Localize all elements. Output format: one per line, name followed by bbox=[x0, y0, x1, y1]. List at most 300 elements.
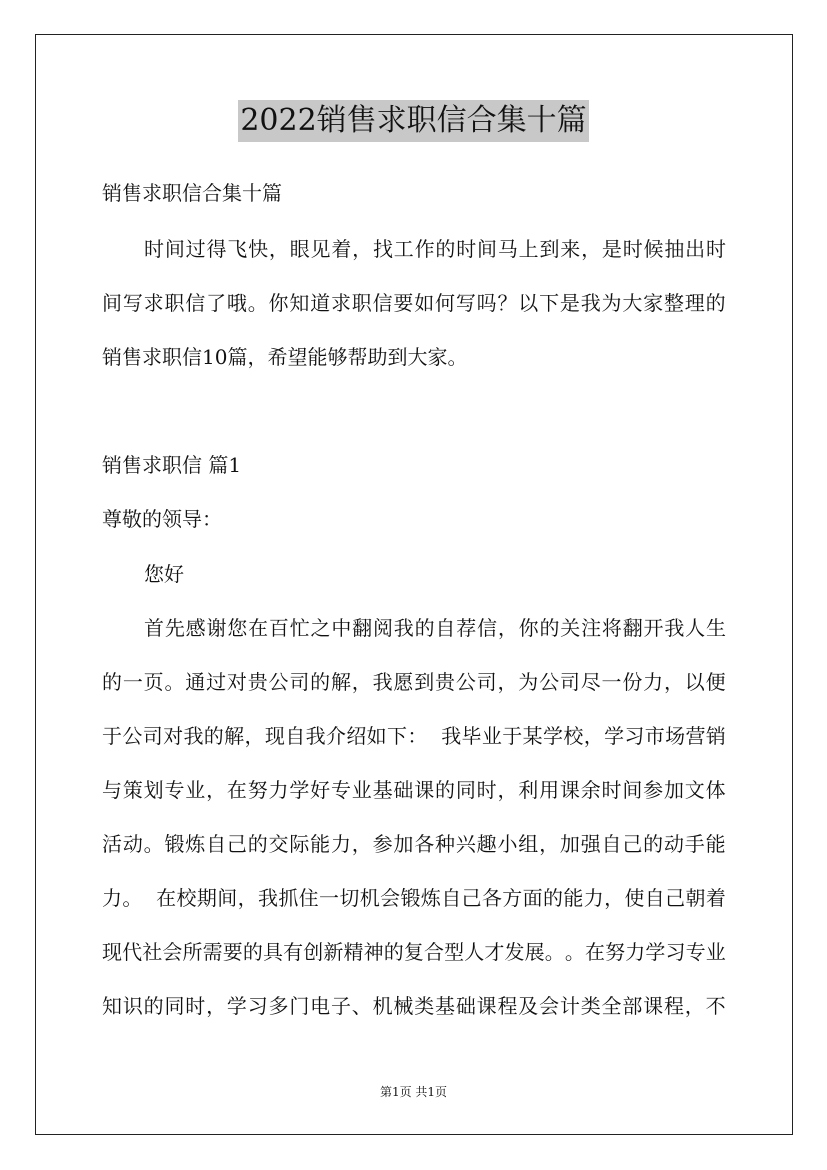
text-char: 份 bbox=[622, 670, 643, 694]
text-char: 道 bbox=[310, 291, 331, 315]
text-char: 同 bbox=[164, 994, 185, 1018]
text-char: 销 bbox=[705, 724, 726, 748]
text-char: 忙 bbox=[289, 616, 310, 640]
text-char: 的 bbox=[643, 832, 664, 856]
page-footer: 第1页 共1页 bbox=[379, 1085, 448, 1099]
text-char: 及 bbox=[518, 994, 539, 1018]
text-char: 会 bbox=[380, 886, 401, 910]
text-char: 来 bbox=[560, 237, 581, 261]
text-char: ， bbox=[497, 616, 518, 640]
text-char: 了 bbox=[206, 291, 227, 315]
text-char: 精 bbox=[343, 940, 364, 964]
text-char: 写 bbox=[122, 291, 143, 315]
text-char: 我 bbox=[257, 886, 278, 910]
text-char: 你 bbox=[518, 616, 539, 640]
text-char: 眼 bbox=[289, 237, 310, 261]
text-char: 求 bbox=[330, 291, 351, 315]
text-char: ， bbox=[268, 237, 289, 261]
text-char: 自 bbox=[206, 832, 227, 856]
text-char: 介 bbox=[325, 724, 346, 748]
text-char: 公 bbox=[268, 670, 289, 694]
text-char: 哦 bbox=[226, 291, 247, 315]
text-char: 于 bbox=[102, 724, 122, 748]
text-char: 加 bbox=[393, 832, 414, 856]
text-char: 展 bbox=[524, 940, 545, 964]
text-char: 页 bbox=[143, 670, 164, 694]
text-char bbox=[428, 722, 434, 750]
text-char: 要 bbox=[222, 940, 243, 964]
text-char: 作 bbox=[414, 237, 435, 261]
text-char: 时 bbox=[705, 237, 726, 261]
text-char: 子 bbox=[330, 994, 351, 1018]
text-char: 能 bbox=[310, 832, 331, 856]
text-char: 社 bbox=[142, 940, 163, 964]
text-char: 一 bbox=[122, 670, 143, 694]
text-char: 解 bbox=[330, 670, 351, 694]
text-char: 职 bbox=[351, 291, 372, 315]
text-char: 。 bbox=[564, 940, 585, 964]
text-char: 家 bbox=[643, 291, 664, 315]
text-char: 业 bbox=[705, 940, 726, 964]
text-char: 努 bbox=[605, 940, 626, 964]
text-char: 营 bbox=[685, 724, 706, 748]
text-char: 间 bbox=[164, 237, 185, 261]
text-char: 自 bbox=[601, 832, 622, 856]
text-char: 信 bbox=[185, 291, 206, 315]
text-char: 动 bbox=[663, 832, 684, 856]
text-char: 加 bbox=[559, 832, 580, 856]
text-char: 习 bbox=[247, 994, 268, 1018]
text-char: ， bbox=[351, 670, 372, 694]
text-char: 课 bbox=[559, 778, 580, 802]
text-char: 切 bbox=[339, 886, 360, 910]
text-char: 时 bbox=[601, 778, 622, 802]
text-char: 合 bbox=[424, 940, 444, 964]
text-char: 余 bbox=[580, 778, 601, 802]
text-char: 有 bbox=[283, 940, 304, 964]
text-char: 程 bbox=[497, 994, 518, 1018]
text-char: 课 bbox=[643, 994, 664, 1018]
text-char: 用 bbox=[539, 778, 560, 802]
text-char: 时 bbox=[185, 994, 206, 1018]
text-char: 时 bbox=[456, 237, 477, 261]
text-char: 专 bbox=[164, 778, 185, 802]
text-char: 自 bbox=[441, 886, 462, 910]
text-char: 专 bbox=[330, 778, 351, 802]
text-char: 毕 bbox=[461, 724, 482, 748]
text-char: ， bbox=[244, 724, 265, 748]
text-char: 方 bbox=[502, 886, 523, 910]
text-char: 复 bbox=[403, 940, 424, 964]
text-char: 学 bbox=[542, 724, 563, 748]
text-char: ， bbox=[497, 778, 518, 802]
text-char: 己 bbox=[461, 886, 482, 910]
text-char: 业 bbox=[351, 778, 372, 802]
text-char: 我 bbox=[580, 291, 601, 315]
text-char: 感 bbox=[185, 616, 206, 640]
text-char: 司 bbox=[289, 670, 310, 694]
body-line-3 bbox=[102, 722, 726, 750]
text-char: 础 bbox=[393, 778, 414, 802]
text-char: 基 bbox=[435, 994, 455, 1018]
text-char: 到 bbox=[414, 670, 435, 694]
text-char: 上 bbox=[518, 237, 539, 261]
body-line-8 bbox=[102, 992, 726, 1020]
text-char: 交 bbox=[268, 832, 289, 856]
text-char: ： bbox=[407, 724, 428, 748]
text-char: 大 bbox=[622, 291, 643, 315]
text-char: 便 bbox=[705, 670, 726, 694]
text-char: 组 bbox=[518, 832, 539, 856]
text-char: 的 bbox=[383, 940, 404, 964]
text-char: 市 bbox=[644, 724, 665, 748]
text-char: 公 bbox=[455, 670, 476, 694]
body-line-5 bbox=[102, 830, 726, 858]
text-char: 知 bbox=[289, 291, 310, 315]
text-char: 谢 bbox=[206, 616, 227, 640]
body-line-1 bbox=[144, 614, 726, 642]
intro-line-3: 销售求职信10篇，希望能够帮助到大家。 bbox=[102, 345, 468, 369]
text-char: 先 bbox=[164, 616, 185, 640]
text-char: 面 bbox=[522, 886, 543, 910]
text-char: 的 bbox=[247, 832, 268, 856]
text-char: 校 bbox=[563, 724, 584, 748]
text-char: 公 bbox=[122, 724, 143, 748]
text-char: 人 bbox=[685, 616, 706, 640]
text-char: 全 bbox=[601, 994, 622, 1018]
text-char: 类 bbox=[580, 994, 601, 1018]
text-char: 着 bbox=[331, 237, 352, 261]
text-char: 能 bbox=[563, 886, 584, 910]
text-char bbox=[143, 884, 149, 912]
text-char: ， bbox=[684, 994, 705, 1018]
text-char: 。 bbox=[122, 886, 143, 910]
text-char: 吗 bbox=[476, 291, 497, 315]
text-char: 于 bbox=[502, 724, 523, 748]
text-char: 人 bbox=[464, 940, 485, 964]
text-char: 活 bbox=[102, 832, 122, 856]
text-char: ， bbox=[206, 778, 227, 802]
text-char: 解 bbox=[224, 724, 245, 748]
text-char: 文 bbox=[684, 778, 705, 802]
text-char: 为 bbox=[601, 291, 622, 315]
text-char: 将 bbox=[601, 616, 622, 640]
text-char: 我 bbox=[305, 724, 326, 748]
text-char: 过 bbox=[206, 670, 227, 694]
text-char: 的 bbox=[539, 616, 560, 640]
text-char: 某 bbox=[522, 724, 543, 748]
text-char: 我 bbox=[372, 670, 393, 694]
text-char: ， bbox=[583, 724, 604, 748]
text-char: 所 bbox=[182, 940, 203, 964]
text-char: 司 bbox=[476, 670, 497, 694]
text-char: 发 bbox=[504, 940, 525, 964]
text-char: 兴 bbox=[455, 832, 476, 856]
text-char: 时 bbox=[476, 778, 497, 802]
text-char: 具 bbox=[263, 940, 283, 964]
text-char: 间 bbox=[477, 237, 497, 261]
text-char: 以 bbox=[684, 670, 705, 694]
text-char: 百 bbox=[268, 616, 289, 640]
text-char: 在 bbox=[585, 940, 605, 964]
text-char: 见 bbox=[310, 237, 331, 261]
text-char: 不 bbox=[705, 994, 726, 1018]
text-char: 力 bbox=[625, 940, 646, 964]
text-char: 际 bbox=[289, 832, 310, 856]
text-char: 力 bbox=[643, 670, 664, 694]
text-char: 信 bbox=[477, 616, 497, 640]
text-char: 创 bbox=[303, 940, 324, 964]
text-char: 电 bbox=[310, 994, 331, 1018]
text-char: 机 bbox=[359, 886, 380, 910]
text-char: 到 bbox=[539, 237, 560, 261]
text-char: 锻 bbox=[400, 886, 421, 910]
text-char: 求 bbox=[143, 291, 164, 315]
text-char: 朝 bbox=[685, 886, 706, 910]
text-char: 课 bbox=[414, 778, 435, 802]
text-char: 住 bbox=[298, 886, 319, 910]
text-char: 找 bbox=[372, 237, 393, 261]
text-char: 如 bbox=[414, 291, 435, 315]
text-char: 间 bbox=[102, 291, 122, 315]
text-char: 学 bbox=[289, 778, 310, 802]
text-char: 种 bbox=[435, 832, 455, 856]
text-char: ， bbox=[497, 670, 518, 694]
text-char: 理 bbox=[684, 291, 705, 315]
text-char: 炼 bbox=[420, 886, 441, 910]
text-char: 的 bbox=[414, 616, 435, 640]
text-char: 抽 bbox=[664, 237, 685, 261]
text-char: 型 bbox=[444, 940, 465, 964]
text-char: 职 bbox=[164, 291, 185, 315]
text-char bbox=[149, 884, 155, 912]
text-char: 才 bbox=[484, 940, 505, 964]
text-char: 的 bbox=[435, 778, 455, 802]
text-char: 间 bbox=[217, 886, 238, 910]
text-char: 得 bbox=[206, 237, 227, 261]
body-line-4 bbox=[102, 776, 726, 804]
text-char: 的 bbox=[310, 670, 331, 694]
text-char: 为 bbox=[518, 670, 539, 694]
text-char: 力 bbox=[330, 832, 351, 856]
text-char: 关 bbox=[560, 616, 581, 640]
text-char: 尽 bbox=[580, 670, 601, 694]
text-char: 多 bbox=[268, 994, 289, 1018]
text-char: 现 bbox=[264, 724, 285, 748]
text-char: 神 bbox=[363, 940, 384, 964]
text-char: 时 bbox=[144, 237, 164, 261]
text-char: 现 bbox=[102, 940, 122, 964]
text-char: 学 bbox=[604, 724, 625, 748]
text-char: 的 bbox=[242, 940, 263, 964]
text-char: 与 bbox=[102, 778, 122, 802]
text-char: 手 bbox=[684, 832, 705, 856]
intro-line-1 bbox=[144, 235, 726, 263]
text-char: 的 bbox=[203, 724, 224, 748]
text-char: 各 bbox=[481, 886, 502, 910]
text-char: 需 bbox=[202, 940, 223, 964]
text-char: 自 bbox=[285, 724, 306, 748]
text-char: ， bbox=[206, 994, 227, 1018]
text-char: 参 bbox=[643, 778, 664, 802]
text-char: 贵 bbox=[247, 670, 268, 694]
text-char: 的 bbox=[705, 291, 726, 315]
text-char: 一 bbox=[601, 670, 622, 694]
text-char: 体 bbox=[705, 778, 726, 802]
text-char: 业 bbox=[185, 778, 206, 802]
text-char: 、 bbox=[351, 994, 372, 1018]
text-char: 一 bbox=[319, 886, 340, 910]
text-char: 信 bbox=[372, 291, 393, 315]
text-char: 好 bbox=[310, 778, 331, 802]
text-char: 场 bbox=[665, 724, 686, 748]
text-char: 策 bbox=[122, 778, 143, 802]
text-char: 您 bbox=[227, 616, 248, 640]
text-char: 己 bbox=[665, 886, 686, 910]
text-char: 动 bbox=[122, 832, 143, 856]
text-char: 期 bbox=[196, 886, 217, 910]
text-char: 写 bbox=[455, 291, 476, 315]
text-char: 业 bbox=[481, 724, 502, 748]
text-char: 识 bbox=[122, 994, 143, 1018]
text-char: 公 bbox=[539, 670, 560, 694]
text-char: 部 bbox=[622, 994, 643, 1018]
text-char: 。 bbox=[143, 832, 164, 856]
text-char: 司 bbox=[142, 724, 163, 748]
text-char: 自 bbox=[644, 886, 665, 910]
text-char: 的 bbox=[435, 237, 456, 261]
text-char: 出 bbox=[685, 237, 706, 261]
text-char: 利 bbox=[518, 778, 539, 802]
text-char: 加 bbox=[663, 778, 684, 802]
text-char: 会 bbox=[162, 940, 183, 964]
text-char: 己 bbox=[226, 832, 247, 856]
text-char: 的 bbox=[143, 994, 164, 1018]
text-char: 参 bbox=[372, 832, 393, 856]
text-char: 械 bbox=[393, 994, 414, 1018]
text-char: 基 bbox=[372, 778, 393, 802]
text-char: 愿 bbox=[393, 670, 414, 694]
text-char: 代 bbox=[122, 940, 143, 964]
text-char: 是 bbox=[601, 237, 622, 261]
text-char: 整 bbox=[663, 291, 684, 315]
text-char: 机 bbox=[372, 994, 393, 1018]
text-char: 绍 bbox=[346, 724, 367, 748]
text-char: 的 bbox=[542, 886, 563, 910]
text-char: ， bbox=[351, 832, 372, 856]
document-subtitle: 销售求职信合集十篇 bbox=[102, 181, 282, 205]
text-char: 我 bbox=[393, 616, 414, 640]
text-char: 阅 bbox=[372, 616, 393, 640]
text-char: 力 bbox=[583, 886, 604, 910]
text-char: 通 bbox=[185, 670, 206, 694]
text-char: ， bbox=[352, 237, 373, 261]
text-char: 下 bbox=[539, 291, 560, 315]
text-char: 在 bbox=[248, 616, 269, 640]
text-char: 对 bbox=[163, 724, 184, 748]
text-char: 学 bbox=[645, 940, 666, 964]
text-char: 新 bbox=[323, 940, 344, 964]
text-char: 学 bbox=[226, 994, 247, 1018]
text-char: 的 bbox=[102, 670, 122, 694]
text-char: 。 bbox=[247, 291, 268, 315]
text-char: ， bbox=[604, 886, 625, 910]
text-char: 类 bbox=[414, 994, 435, 1018]
document-title: 2022销售求职信合集十篇 bbox=[238, 100, 588, 142]
text-char: 司 bbox=[559, 670, 580, 694]
text-char: 是 bbox=[559, 291, 580, 315]
text-char: 如 bbox=[366, 724, 387, 748]
text-char: 计 bbox=[559, 994, 580, 1018]
body-line-6 bbox=[102, 884, 726, 912]
text-char: 在 bbox=[156, 886, 177, 910]
text-char: 各 bbox=[414, 832, 435, 856]
text-char: 工 bbox=[393, 237, 414, 261]
text-char: 时 bbox=[622, 237, 643, 261]
text-char: 注 bbox=[581, 616, 602, 640]
text-char: 趣 bbox=[476, 832, 497, 856]
text-char: 间 bbox=[622, 778, 643, 802]
text-char: 抓 bbox=[278, 886, 299, 910]
text-char: 以 bbox=[518, 291, 539, 315]
text-char: 我 bbox=[441, 724, 462, 748]
text-char: 校 bbox=[176, 886, 197, 910]
text-char: 门 bbox=[289, 994, 310, 1018]
text-char: 翻 bbox=[622, 616, 643, 640]
text-char: 炼 bbox=[185, 832, 206, 856]
section-heading: 销售求职信 篇1 bbox=[102, 453, 242, 477]
title-block bbox=[0, 100, 827, 142]
text-char: 使 bbox=[624, 886, 645, 910]
text-char: 我 bbox=[183, 724, 204, 748]
text-char: 己 bbox=[622, 832, 643, 856]
text-char: 马 bbox=[497, 237, 518, 261]
text-char: 力 bbox=[102, 886, 122, 910]
text-char: 努 bbox=[247, 778, 268, 802]
text-char: ， bbox=[237, 886, 258, 910]
text-char bbox=[434, 722, 440, 750]
text-char: 能 bbox=[705, 832, 726, 856]
text-char: 程 bbox=[663, 994, 684, 1018]
text-char: 之 bbox=[310, 616, 331, 640]
text-char: 专 bbox=[685, 940, 706, 964]
text-char: 础 bbox=[455, 994, 476, 1018]
text-char: 着 bbox=[705, 886, 726, 910]
text-char: 开 bbox=[643, 616, 664, 640]
text-char: 同 bbox=[455, 778, 476, 802]
salutation: 尊敬的领导： bbox=[102, 507, 222, 531]
text-char: 习 bbox=[665, 940, 686, 964]
text-char: 首 bbox=[144, 616, 164, 640]
text-char: 贵 bbox=[435, 670, 455, 694]
text-char: ？ bbox=[497, 291, 518, 315]
text-char: 会 bbox=[539, 994, 560, 1018]
text-char: 过 bbox=[185, 237, 206, 261]
text-char: 在 bbox=[226, 778, 247, 802]
text-char: 中 bbox=[331, 616, 352, 640]
text-char: ， bbox=[663, 670, 684, 694]
text-char: 对 bbox=[226, 670, 247, 694]
text-char: 小 bbox=[497, 832, 518, 856]
text-char: 我 bbox=[664, 616, 685, 640]
text-char: 生 bbox=[705, 616, 726, 640]
text-char: 要 bbox=[393, 291, 414, 315]
text-char: 锻 bbox=[164, 832, 185, 856]
text-char: 强 bbox=[580, 832, 601, 856]
text-char: 划 bbox=[143, 778, 164, 802]
body-line-7 bbox=[102, 938, 726, 966]
text-char: 力 bbox=[268, 778, 289, 802]
